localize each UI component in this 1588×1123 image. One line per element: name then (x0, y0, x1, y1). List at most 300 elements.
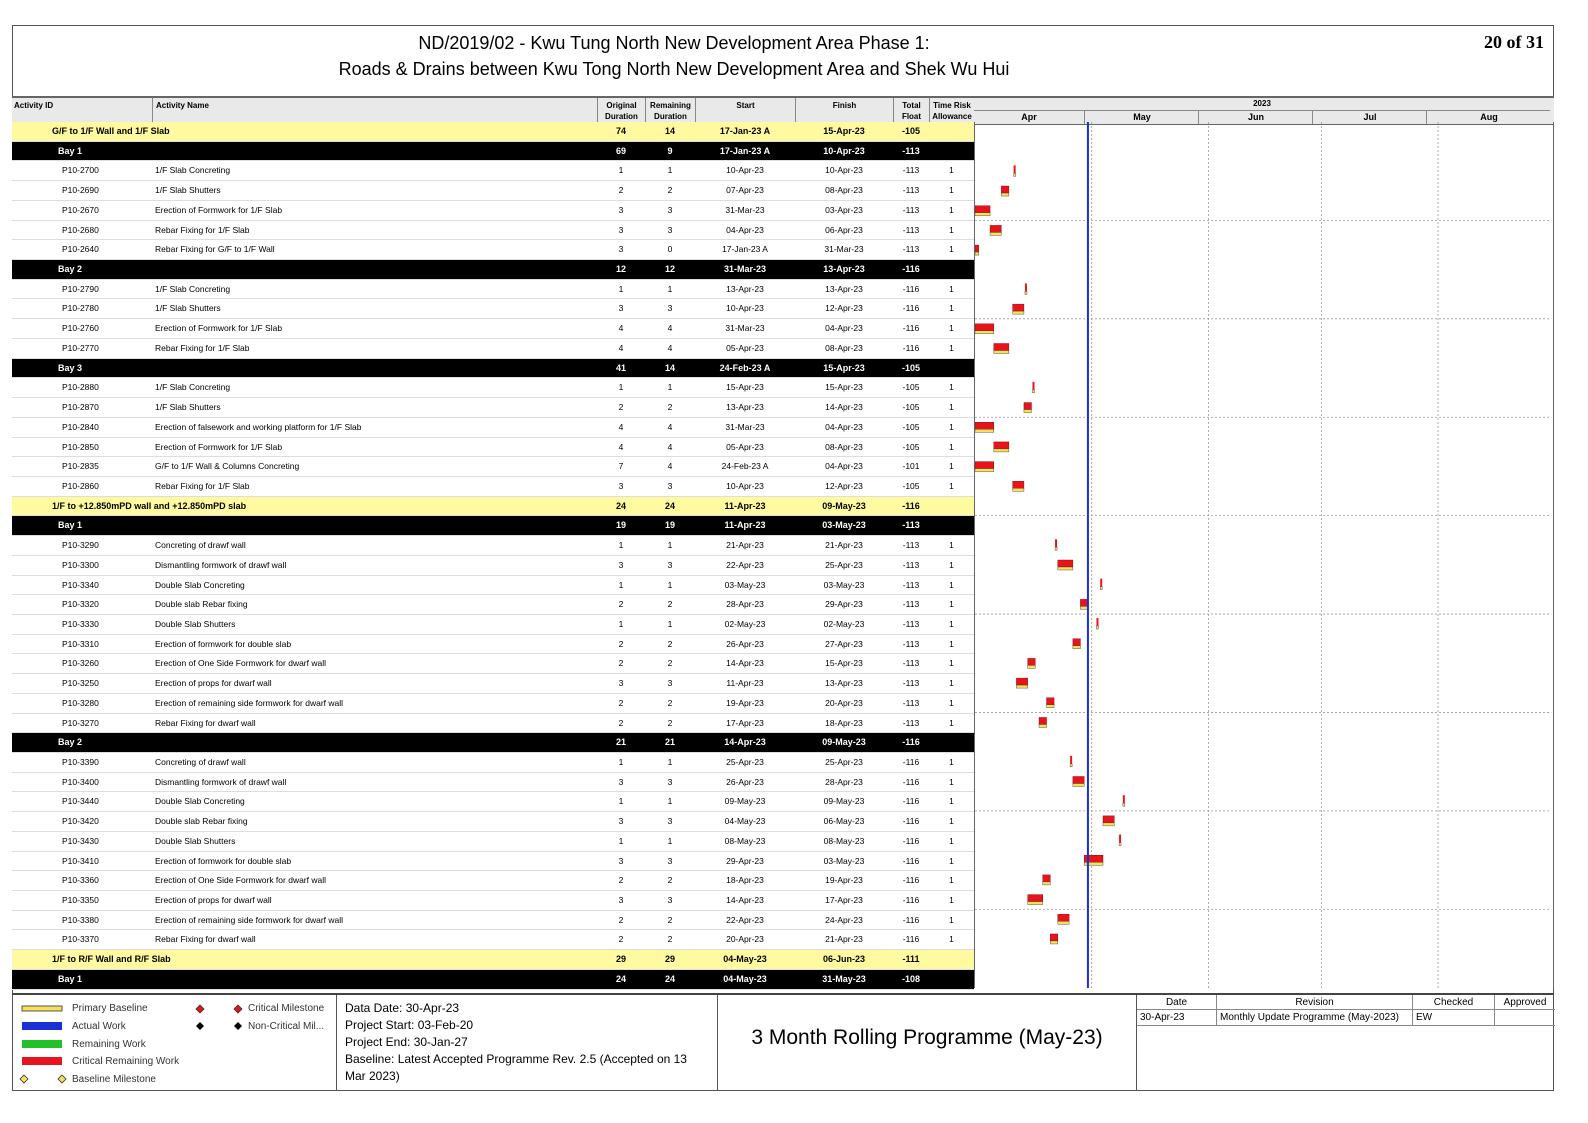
cell-name: Bay 2 (58, 737, 83, 748)
cell-rd: 1 (667, 835, 673, 846)
cell-finish: 15-Apr-23 (823, 362, 865, 373)
col-finish[interactable]: Finish (795, 98, 893, 124)
cell-rd: 3 (667, 559, 673, 570)
cell-od: 3 (618, 816, 624, 827)
legend-critical-swatch (22, 1057, 62, 1065)
critical-remaining-bar (1024, 403, 1032, 410)
cell-tra: 1 (949, 717, 954, 728)
rev-date: 30-Apr-23 (1137, 1010, 1217, 1026)
rev-header-date: Date (1137, 995, 1217, 1010)
rev-header-approved: Approved (1495, 995, 1555, 1010)
critical-remaining-bar (990, 225, 1001, 232)
table-row[interactable] (12, 161, 974, 181)
baseline-bar (1047, 705, 1055, 708)
critical-remaining-bar (975, 324, 994, 331)
cell-od: 2 (618, 599, 624, 610)
milestone-bar (1123, 795, 1125, 803)
cell-rd: 24 (664, 973, 675, 984)
cell-od: 2 (618, 402, 624, 413)
col-time-risk[interactable] (929, 98, 974, 124)
cell-tra: 1 (949, 283, 954, 294)
cell-tra: 1 (949, 816, 954, 827)
wbs-row[interactable] (12, 950, 974, 970)
cell-id: P10-2690 (62, 185, 99, 196)
cell-finish: 12-Apr-23 (825, 303, 863, 314)
milestone-bar (1070, 756, 1072, 764)
cell-tf: -105 (902, 441, 920, 452)
cell-start: 22-Apr-23 (726, 559, 764, 570)
baseline-bar (1028, 665, 1036, 668)
cell-tra: 1 (949, 697, 954, 708)
cell-tra: 1 (949, 441, 954, 452)
cell-id: P10-3270 (62, 717, 99, 728)
month-jun: Jun (1198, 111, 1313, 124)
legend-baseline-milestone-icon (20, 1075, 28, 1083)
table-row[interactable] (12, 753, 974, 773)
cell-tf: -113 (902, 658, 920, 669)
cell-start: 28-Apr-23 (726, 599, 764, 610)
cell-od: 1 (618, 579, 624, 590)
table-row[interactable] (12, 911, 974, 931)
cell-rd: 3 (667, 816, 673, 827)
milestone-bar (1014, 165, 1016, 173)
cell-tra: 1 (949, 855, 954, 866)
cell-id: P10-2760 (62, 323, 99, 334)
col-remaining-duration[interactable] (645, 98, 695, 124)
col-label: Allowance (932, 112, 972, 121)
cell-tf: -113 (902, 579, 920, 590)
month-apr: Apr (1021, 112, 1037, 122)
cell-od: 2 (618, 697, 624, 708)
table-row[interactable] (12, 871, 974, 891)
cell-start: 11-Apr-23 (726, 678, 764, 689)
table-row[interactable] (12, 654, 974, 674)
cell-tf: -116 (902, 895, 920, 906)
critical-remaining-bar (1013, 304, 1024, 311)
baseline-bar (1016, 685, 1027, 688)
cell-name: Rebar Fixing for dwarf wall (155, 934, 256, 945)
col-original-duration[interactable] (597, 98, 645, 124)
cell-tf: -105 (902, 421, 920, 432)
baseline-bar (1058, 567, 1073, 570)
legend-noncritical-milestone: Non-Critical Mil... (248, 1021, 325, 1032)
date-info (336, 995, 718, 1091)
legend-actual-work: Actual Work (72, 1021, 126, 1032)
cell-name: 1/F Slab Shutters (155, 402, 221, 413)
critical-remaining-bar (975, 245, 979, 252)
project-start: Project Start: 03-Feb-20 (345, 1018, 474, 1032)
cell-tra: 1 (949, 757, 954, 767)
rev-text: Monthly Update Programme (May-2023) (1217, 1010, 1413, 1026)
cell-tra: 1 (949, 224, 954, 235)
cell-finish: 06-May-23 (823, 816, 865, 827)
cell-tra: 1 (949, 540, 954, 551)
cell-name: 1/F to R/F Wall and R/F Slab (52, 954, 171, 965)
baseline-bar (1119, 843, 1121, 846)
wbs-row[interactable] (12, 122, 974, 142)
cell-name: Erection of falsework and working platform for 1/F Slab (155, 421, 362, 432)
title-line-1: ND/2019/02 - Kwu Tung North New Development Area Phase 1: (418, 33, 930, 53)
cell-tf: -116 (902, 934, 920, 945)
legend-baseline-swatch (22, 1006, 62, 1011)
critical-remaining-bar (1028, 658, 1036, 665)
cell-id: P10-2780 (62, 303, 99, 314)
wbs-row[interactable] (12, 142, 974, 162)
cell-name: Double slab Rebar fixing (155, 816, 248, 827)
cell-rd: 9 (667, 145, 673, 156)
critical-remaining-bar (1058, 914, 1069, 921)
cell-start: 21-Apr-23 (726, 540, 764, 551)
table-row[interactable] (12, 576, 974, 596)
cell-start: 05-Apr-23 (726, 441, 764, 452)
cell-rd: 2 (667, 914, 673, 925)
cell-tf: -111 (902, 954, 920, 965)
cell-finish: 21-Apr-23 (825, 934, 863, 945)
cell-name: Erection of remaining side formwork for dwarf wall (155, 914, 344, 925)
table-row[interactable] (12, 832, 974, 852)
cell-id: P10-2640 (62, 244, 99, 255)
table-row[interactable] (12, 378, 974, 398)
cell-rd: 1 (667, 618, 673, 629)
cell-tra: 1 (949, 323, 954, 334)
baseline-bar (1073, 784, 1084, 787)
baseline-info: Baseline: Latest Accepted Programme Rev. 2.5 (Accepted on 13 Mar 2023) (345, 1052, 687, 1083)
cell-tf: -116 (902, 264, 920, 275)
cell-tra: 1 (949, 895, 954, 906)
cell-finish: 29-Apr-23 (825, 599, 863, 610)
cell-id: P10-3280 (62, 697, 99, 708)
cell-rd: 3 (667, 224, 673, 235)
table-row[interactable] (12, 457, 974, 477)
col-total-float[interactable] (893, 98, 929, 124)
table-row[interactable] (12, 181, 974, 201)
cell-tf: -105 (902, 402, 920, 413)
critical-remaining-bar (1103, 816, 1114, 823)
cell-tra: 1 (949, 559, 954, 570)
cell-tf: -101 (902, 461, 920, 472)
cell-tf: -113 (902, 165, 920, 176)
cell-tf: -113 (902, 559, 920, 570)
cell-tf: -113 (902, 638, 920, 649)
cell-rd: 1 (667, 579, 673, 590)
cell-start: 22-Apr-23 (726, 914, 764, 925)
project-end: Project End: 30-Jan-27 (345, 1035, 468, 1049)
cell-tra: 1 (949, 204, 954, 215)
baseline-bar (994, 351, 1009, 354)
table-row[interactable] (12, 891, 974, 911)
cell-finish: 19-Apr-23 (825, 875, 863, 886)
legend-remaining-work: Remaining Work (72, 1039, 146, 1050)
cell-tf: -116 (902, 283, 920, 294)
cell-finish: 14-Apr-23 (825, 402, 863, 413)
cell-start: 04-May-23 (723, 954, 767, 965)
cell-tf: -105 (902, 382, 920, 393)
cell-od: 4 (618, 323, 624, 334)
cell-id: P10-3370 (62, 934, 99, 945)
cell-od: 4 (618, 441, 624, 452)
cell-name: Erection of One Side Formwork for dwarf wall (155, 658, 327, 669)
cell-id: P10-3290 (62, 540, 99, 551)
cell-id: P10-2840 (62, 421, 99, 432)
cell-start: 09-May-23 (724, 796, 766, 807)
cell-rd: 4 (667, 323, 673, 334)
cell-name: Dismantling formwork of drawf wall (155, 559, 287, 570)
cell-name: Erection of Formwork for 1/F Slab (155, 441, 283, 452)
table-row[interactable] (12, 339, 974, 359)
legend-actual-swatch (22, 1022, 62, 1030)
baseline-bar (1043, 882, 1051, 885)
milestone-bar (1025, 283, 1027, 291)
cell-name: Rebar Fixing for 1/F Slab (155, 342, 250, 353)
table-row[interactable] (12, 694, 974, 714)
cell-id: P10-3310 (62, 638, 99, 649)
cell-name: 1/F Slab Concreting (155, 283, 231, 294)
cell-od: 3 (618, 855, 624, 866)
cell-id: P10-3390 (62, 757, 99, 767)
rev-header-revision: Revision (1217, 995, 1413, 1010)
col-activity-name[interactable]: Activity Name (152, 98, 597, 124)
cell-id: P10-3250 (62, 678, 99, 689)
cell-id: P10-2860 (62, 480, 99, 491)
cell-rd: 2 (667, 185, 673, 196)
cell-id: P10-3260 (62, 658, 99, 669)
cell-tf: -113 (902, 244, 920, 255)
baseline-bar (1058, 921, 1069, 924)
baseline-bar (975, 469, 994, 472)
baseline-bar (1024, 410, 1032, 413)
cell-tf: -108 (901, 973, 920, 984)
cell-finish: 03-May-23 (823, 579, 865, 590)
cell-name: Erection of remaining side formwork for dwarf wall (155, 697, 344, 708)
cell-id: P10-3330 (62, 618, 99, 629)
cell-id: P10-3400 (62, 776, 99, 787)
table-row[interactable] (12, 930, 974, 950)
cell-name: Bay 1 (58, 145, 83, 156)
cell-od: 3 (618, 303, 624, 314)
cell-start: 31-Mar-23 (725, 323, 765, 334)
cell-rd: 3 (667, 895, 673, 906)
cell-od: 2 (618, 185, 624, 196)
cell-finish: 03-May-23 (822, 520, 866, 531)
cell-id: P10-3440 (62, 796, 99, 807)
cell-finish: 31-Mar-23 (824, 244, 864, 255)
cell-od: 74 (615, 126, 626, 136)
col-activity-id[interactable]: Activity ID (14, 101, 54, 110)
cell-name: Rebar Fixing for dwarf wall (155, 717, 256, 728)
critical-remaining-bar (975, 422, 994, 429)
wbs-row[interactable] (12, 359, 974, 379)
cell-finish: 10-Apr-23 (823, 145, 865, 156)
activity-table (12, 122, 974, 990)
cell-finish: 15-Apr-23 (825, 382, 863, 393)
cell-start: 04-Apr-23 (726, 224, 764, 235)
table-row[interactable] (12, 635, 974, 655)
critical-remaining-bar (1047, 698, 1055, 705)
cell-start: 24-Feb-23 A (721, 461, 769, 472)
cell-finish: 31-May-23 (822, 973, 866, 984)
cell-finish: 27-Apr-23 (825, 638, 863, 649)
cell-start: 10-Apr-23 (726, 480, 764, 491)
cell-name: Double Slab Shutters (155, 835, 236, 846)
table-row[interactable] (12, 398, 974, 418)
cell-rd: 4 (667, 342, 673, 353)
cell-rd: 4 (667, 441, 673, 452)
cell-tf: -116 (902, 796, 920, 807)
cell-rd: 3 (667, 855, 673, 866)
table-row[interactable] (12, 615, 974, 635)
baseline-bar (1028, 902, 1043, 905)
cell-tra: 1 (949, 342, 954, 353)
cell-rd: 1 (667, 796, 673, 807)
table-row[interactable] (12, 812, 974, 832)
table-row[interactable] (12, 773, 974, 793)
table-row[interactable] (12, 280, 974, 300)
cell-finish: 09-May-23 (822, 737, 866, 748)
cell-tra: 1 (949, 835, 954, 846)
cell-tf: -113 (902, 204, 920, 215)
cell-finish: 15-Apr-23 (823, 126, 865, 136)
cell-finish: 08-Apr-23 (825, 342, 863, 353)
table-row[interactable] (12, 299, 974, 319)
legend-baseline-milestone: Baseline Milestone (72, 1074, 156, 1085)
cell-tra: 1 (949, 480, 954, 491)
table-row[interactable] (12, 201, 974, 221)
cell-rd: 3 (667, 776, 673, 787)
timescale-header (974, 96, 1554, 125)
baseline-bar (1103, 823, 1114, 826)
table-header (12, 96, 974, 125)
cell-od: 3 (618, 678, 624, 689)
cell-tf: -113 (902, 717, 920, 728)
cell-start: 02-May-23 (724, 618, 766, 629)
cell-rd: 1 (667, 757, 673, 767)
table-row[interactable] (12, 595, 974, 615)
cell-finish: 09-May-23 (822, 500, 866, 511)
cell-name: Erection of props for dwarf wall (155, 678, 272, 689)
table-row[interactable] (12, 674, 974, 694)
page-number: 20 of 31 (1484, 32, 1544, 52)
table-row[interactable] (12, 556, 974, 576)
cell-name: Bay 1 (58, 973, 83, 984)
cell-name: Erection of formwork for double slab (155, 855, 292, 866)
cell-start: 14-Apr-23 (726, 658, 764, 669)
cell-od: 3 (618, 244, 624, 255)
cell-start: 07-Apr-23 (726, 185, 764, 196)
baseline-bar (1013, 311, 1024, 314)
cell-tra: 1 (949, 658, 954, 669)
cell-tra: 1 (949, 618, 954, 629)
table-row[interactable] (12, 852, 974, 872)
table-row[interactable] (12, 438, 974, 458)
cell-tra: 1 (949, 776, 954, 787)
wbs-row[interactable] (12, 516, 974, 536)
wbs-row[interactable] (12, 970, 974, 990)
cell-start: 17-Jan-23 A (722, 244, 768, 255)
cell-id: P10-3410 (62, 855, 99, 866)
cell-tra: 1 (949, 638, 954, 649)
cell-rd: 19 (664, 520, 675, 531)
baseline-bar (1001, 193, 1009, 196)
cell-name: 1/F Slab Concreting (155, 165, 231, 176)
critical-remaining-bar (1073, 777, 1084, 784)
cell-tf: -116 (902, 875, 920, 886)
cell-od: 2 (618, 934, 624, 945)
cell-tf: -116 (902, 855, 920, 866)
cell-tf: -113 (902, 224, 920, 235)
cell-tf: -116 (902, 914, 920, 925)
table-row[interactable] (12, 477, 974, 497)
cell-rd: 2 (667, 717, 673, 728)
cell-tf: -116 (902, 323, 920, 334)
table-row[interactable] (12, 792, 974, 812)
legend-noncritical-milestone-icon (196, 1022, 204, 1030)
baseline-bar (975, 331, 994, 334)
critical-remaining-bar (975, 462, 994, 469)
cell-id: P10-2680 (62, 224, 99, 235)
cell-od: 24 (615, 973, 626, 984)
table-row[interactable] (12, 221, 974, 241)
cell-tra: 1 (949, 579, 954, 590)
baseline-bar (990, 232, 1001, 235)
critical-remaining-bar (1013, 481, 1024, 488)
wbs-row[interactable] (12, 497, 974, 517)
cell-start: 04-May-23 (724, 816, 766, 827)
col-label: Duration (605, 112, 638, 121)
cell-od: 3 (618, 895, 624, 906)
cell-name: Dismantling formwork of drawf wall (155, 776, 287, 787)
cell-id: P10-3320 (62, 599, 99, 610)
legend (12, 995, 334, 1091)
cell-name: Double Slab Concreting (155, 579, 245, 590)
cell-name: G/F to 1/F Wall & Columns Concreting (155, 461, 300, 472)
baseline-bar (1096, 626, 1098, 629)
footer (12, 993, 1554, 1093)
wbs-row[interactable] (12, 733, 974, 753)
wbs-row[interactable] (12, 260, 974, 280)
table-row[interactable] (12, 319, 974, 339)
cell-finish: 21-Apr-23 (825, 540, 863, 551)
cell-name: Erection of Formwork for 1/F Slab (155, 204, 283, 215)
cell-rd: 2 (667, 599, 673, 610)
table-row[interactable] (12, 240, 974, 260)
table-row[interactable] (12, 418, 974, 438)
cell-finish: 04-Apr-23 (825, 421, 863, 432)
cell-start: 15-Apr-23 (726, 382, 764, 393)
cell-od: 24 (615, 500, 626, 511)
cell-od: 3 (618, 480, 624, 491)
cell-id: P10-2870 (62, 402, 99, 413)
cell-id: P10-3340 (62, 579, 99, 590)
cell-finish: 08-Apr-23 (825, 185, 863, 196)
table-row[interactable] (12, 536, 974, 556)
cell-start: 11-Apr-23 (724, 520, 766, 531)
cell-finish: 04-Apr-23 (825, 461, 863, 472)
cell-od: 4 (618, 421, 624, 432)
table-row[interactable] (12, 714, 974, 734)
legend-critical-milestone: Critical Milestone (248, 1003, 325, 1014)
col-start[interactable]: Start (695, 98, 795, 124)
cell-tf: -113 (902, 185, 920, 196)
cell-rd: 1 (667, 283, 673, 294)
cell-name: Erection of props for dwarf wall (155, 895, 272, 906)
cell-od: 1 (618, 165, 624, 176)
cell-name: Rebar Fixing for 1/F Slab (155, 480, 250, 491)
cell-rd: 3 (667, 678, 673, 689)
cell-finish: 03-May-23 (823, 855, 865, 866)
cell-tra: 1 (949, 402, 954, 413)
cell-od: 2 (618, 638, 624, 649)
cell-rd: 0 (667, 244, 673, 255)
